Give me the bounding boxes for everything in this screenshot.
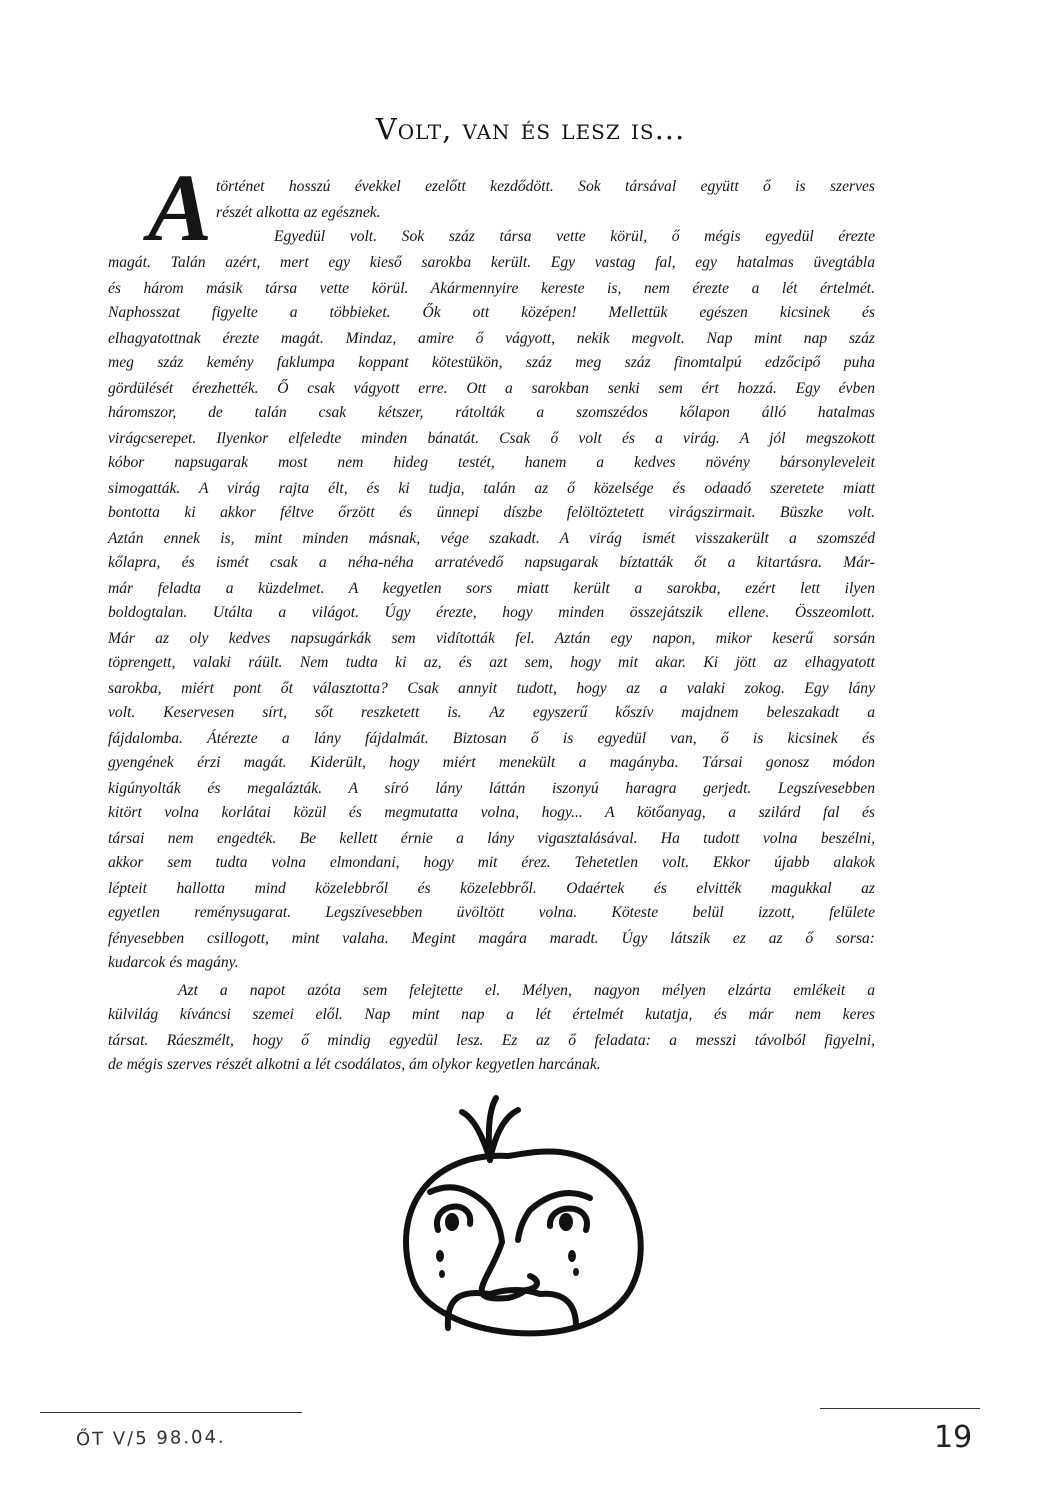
text-line: külvilág kíváncsi szemei elől. Nap mint nap a lét értelmét kutatja, és már nem keres xyxy=(108,1006,875,1023)
footer-rule-right xyxy=(820,1408,980,1409)
text-line: boldogtalan. Utálta a világot. Úgy érezte, hogy minden összejátszik ellene. Összeomlott. xyxy=(108,604,875,621)
text-line: simogatták. A virág rajta élt, és ki tudja, talán az ő közelsége és odaadó szeretete miatt xyxy=(108,480,875,497)
text-line: virágcserepet. Ilyenkor elfeledte minden bánatát. Csak ő volt és a virág. A jól megszokott xyxy=(108,430,875,447)
page-number: 19 xyxy=(934,1420,973,1455)
page-title: Volt, van és lesz is... xyxy=(375,112,686,146)
text-line: társai nem engedték. Be kellett érnie a lány vigasztalásával. Ha tudott volna beszélni, xyxy=(108,830,875,847)
text-line: meg száz kemény faklumpa koppant kötestükön, száz meg száz finomtalpú edzőcipő puha xyxy=(108,354,875,371)
text-line: kóbor napsugarak most nem hideg testét, hanem a kedves növény bársonyleveleit xyxy=(108,454,875,471)
text-line: egyetlen reménysugarat. Legszívesebben üvöltött volna. Köteste belül izzott, felülete xyxy=(108,904,875,921)
sad-face-drawing xyxy=(390,1090,660,1360)
text-line: Naphosszat figyelte a többieket. Ők ott középen! Mellettük egészen kicsinek és xyxy=(108,304,875,321)
text-line: fényesebben csillogott, mint valaha. Megint magára maradt. Úgy látszik ez az ő sorsa: xyxy=(108,930,875,947)
text-line: és három másik társa vette körül. Akármennyire kereste is, nem érezte a lét értelmét. xyxy=(108,280,875,297)
text-line: Azt a napot azóta sem felejtette el. Mélyen, nagyon mélyen elzárta emlékeit a xyxy=(178,982,875,999)
handwritten-note: ŐT V/5 98.04. xyxy=(75,1426,226,1451)
text-line: már feladta a küzdelmet. A kegyetlen sors miatt került a sarokba, ezért lett ilyen xyxy=(108,580,875,597)
text-line: Aztán ennek is, mint minden másnak, vége szakadt. A virág ismét visszakerült a szomszéd xyxy=(108,530,875,547)
text-line: Már az oly kedves napsugárkák sem vidították fel. Aztán egy napon, mikor keserű sorsán xyxy=(108,630,875,647)
text-line: elhagyatottnak érezte magát. Mindaz, amire ő vágyott, nekik megvolt. Nap mint nap száz xyxy=(108,330,875,347)
text-line: kudarcok és magány. xyxy=(108,954,239,971)
text-line: volt. Keservesen sírt, sőt reszketett is. Az egyszerű kőszív majdnem beleszakadt a xyxy=(108,704,875,721)
text-line: sarokba, miért pont őt választotta? Csak annyit tudott, hogy az a valaki zokog. Egy lány xyxy=(108,680,875,697)
text-line: kitört volna korlátai közül és megmutatta volna, hogy... A kötőanyag, a szilárd fal és xyxy=(108,804,875,821)
text-line: kőlapra, és ismét csak a néha-néha arratévedő napsugarak bíztatták őt a kitartásra. Már- xyxy=(108,554,875,571)
text-line: de mégis szerves részét alkotni a lét csodálatos, ám olykor kegyetlen harcának. xyxy=(108,1056,601,1073)
text-line: történet hosszú évekkel ezelőtt kezdődött. Sok társával együtt ő is szerves xyxy=(216,178,875,195)
text-line: bontotta ki akkor féltve őrzött és ünnepi díszbe felöltöztetett virágszirmait. Büszke volt. xyxy=(108,504,875,521)
text-line: akkor sem tudta volna elmondani, hogy mit érez. Tehetetlen volt. Ekkor újabb alakok xyxy=(108,854,875,871)
drop-cap-letter: A xyxy=(148,154,213,261)
text-line: társat. Ráeszmélt, hogy ő mindig egyedül lesz. Ez az ő feladata: a messzi távolból figyelni, xyxy=(108,1032,875,1049)
text-line: háromszor, de talán csak kétszer, rátolták a szomszédos kőlapon álló hatalmas xyxy=(108,404,875,421)
text-line: gyengének érzi magát. Kiderült, hogy miért menekült a magányba. Társai gonosz módon xyxy=(108,754,875,771)
text-line: töprengett, valaki ráült. Nem tudta ki az, és azt sem, hogy mit akar. Ki jött az elhagyatott xyxy=(108,654,875,671)
text-line: részét alkotta az egésznek. xyxy=(216,204,381,221)
text-line: fájdalomba. Átérezte a lány fájdalmát. Biztosan ő is egyedül van, ő is kicsinek és xyxy=(108,730,875,747)
footer-rule xyxy=(40,1412,302,1413)
text-line: gördülését érezhették. Ő csak vágyott erre. Ott a sarokban senki sem ért hozzá. Egy évben xyxy=(108,380,875,397)
text-line: kigúnyolták és megalázták. A síró lány láttán iszonyú haragra gerjedt. Legszívesebben xyxy=(108,780,875,797)
text-line: lépteit hallotta mind közelebbről és közelebbről. Odaértek és elvitték magukkal az xyxy=(108,880,875,897)
text-line: Egyedül volt. Sok száz társa vette körül, ő mégis egyedül érezte xyxy=(274,228,875,245)
text-line: magát. Talán azért, mert egy kieső sarokba került. Egy vastag fal, egy hatalmas üvegtábla xyxy=(108,254,875,271)
drop-cap xyxy=(148,154,216,261)
